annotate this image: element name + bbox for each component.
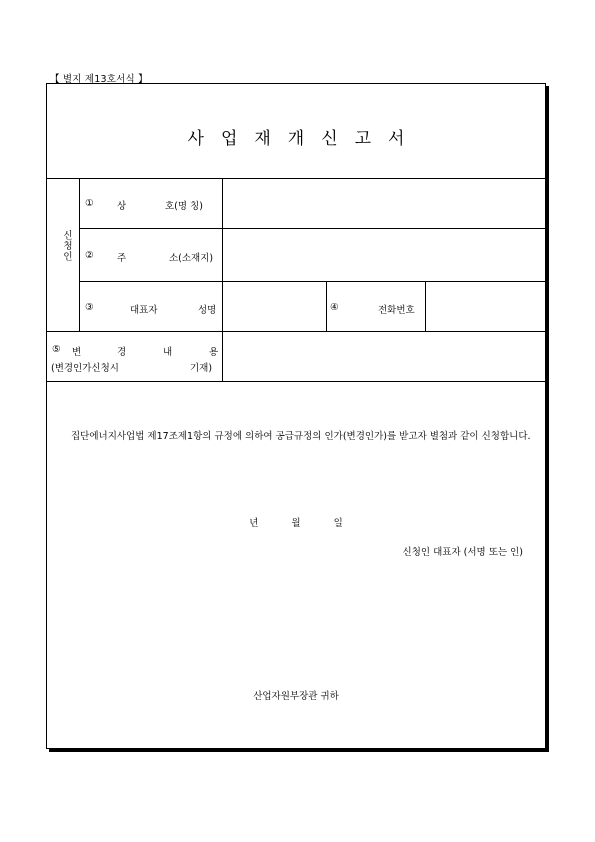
field-num-address: ②	[85, 250, 94, 261]
applicant-label: 신청인	[61, 230, 72, 262]
report-form	[46, 83, 546, 749]
date-line: 년 월 일	[249, 518, 343, 529]
form-number-label: 【 별지 제13호서식 】	[50, 74, 148, 85]
field-label-representative-b: 성명	[198, 305, 217, 316]
divider-change	[47, 381, 545, 382]
field-sub-change-b: 기재)	[190, 363, 213, 374]
divider-label-col	[222, 178, 223, 381]
address-input[interactable]	[225, 231, 541, 279]
change-details-input[interactable]	[225, 334, 541, 379]
field-label-trade-name-a: 상	[117, 201, 127, 212]
signer-line: 신청인 대표자 (서명 또는 인)	[402, 547, 523, 558]
field-label-address-a: 주	[117, 253, 127, 264]
field-label-change-char-1: 변	[72, 347, 82, 358]
divider-rep-col	[326, 281, 327, 331]
field-label-change-char-2: 경	[117, 347, 127, 358]
field-label-address-b: 소(소재지)	[169, 253, 214, 264]
field-num-phone: ④	[330, 302, 339, 313]
field-label-change-char-4: 용	[209, 347, 219, 358]
field-num-representative: ③	[85, 302, 94, 313]
divider-title	[47, 178, 545, 179]
field-num-change: ⑤	[52, 344, 61, 355]
field-label-phone: 전화번호	[378, 305, 415, 316]
divider-phone-col	[425, 281, 426, 331]
field-num-trade-name: ①	[85, 198, 94, 209]
application-statement: 집단에너지사업법 제17조제1항의 규정에 의하여 공급규정의 인가(변경인가)를 받고자 별첨과 같이 신청합니다.	[71, 431, 531, 442]
divider-row1	[79, 228, 545, 229]
divider-applicant-col	[79, 178, 80, 331]
divider-row2	[79, 281, 545, 282]
phone-input[interactable]	[428, 284, 541, 329]
field-label-change-char-3: 내	[163, 347, 173, 358]
form-title: 사업재개신고서	[187, 129, 422, 149]
field-sub-change-a: (변경인가신청시	[51, 363, 119, 374]
representative-name-input[interactable]	[225, 284, 323, 329]
field-label-trade-name-b: 호(명 칭)	[165, 201, 203, 212]
divider-applicant	[47, 331, 545, 332]
addressee: 산업자원부장관 귀하	[253, 691, 339, 702]
trade-name-input[interactable]	[225, 182, 541, 226]
field-label-representative-a: 대표자	[130, 305, 158, 316]
